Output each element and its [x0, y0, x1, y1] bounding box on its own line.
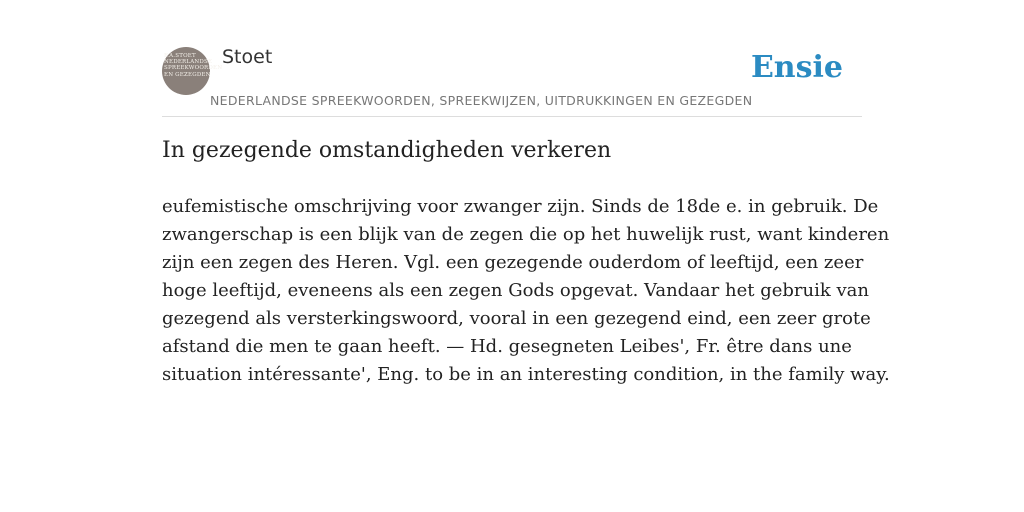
entry-body-line: hoge leeftijd, eveneens als een zegen Gods opgevat. Vandaar het gebruik van [162, 280, 869, 301]
ensie-logo[interactable]: Ensie [750, 50, 843, 85]
entry-body-line: gezegend als versterkingswoord, vooral in een gezegend eind, een zeer grote [162, 308, 871, 329]
source-title[interactable]: NEDERLANDSE SPREEKWOORDEN, SPREEKWIJZEN, UITDRUKKINGEN EN GEZEGDEN [210, 93, 753, 108]
entry-body [162, 193, 890, 389]
entry-body-line: eufemistische omschrijving voor zwanger zijn. Sinds de 18de e. in gebruik. De [162, 196, 879, 217]
entry-body-line: zwangerschap is een blijk van de zegen die op het huwelijk rust, want kinderen [162, 224, 890, 245]
entry-body-line: zijn een zegen des Heren. Vgl. een gezegende ouderdom of leeftijd, een zeer [162, 252, 864, 273]
page [162, 0, 890, 512]
author-name[interactable]: Stoet [222, 46, 273, 68]
avatar-book-cover-text: F.A.STOET NEDERLANDSE SPREEKWOORDEN EN GEZEGDEN [164, 53, 223, 78]
entry-title: In gezegende omstandigheden verkeren [162, 138, 612, 163]
entry-body-line: afstand die men te gaan heeft. — Hd. gesegneten Leibes', Fr. être dans une [162, 336, 852, 357]
entry-header [162, 0, 862, 117]
entry-body-line: situation intéressante', Eng. to be in an interesting condition, in the family way. [162, 364, 890, 385]
avatar[interactable] [162, 47, 223, 95]
